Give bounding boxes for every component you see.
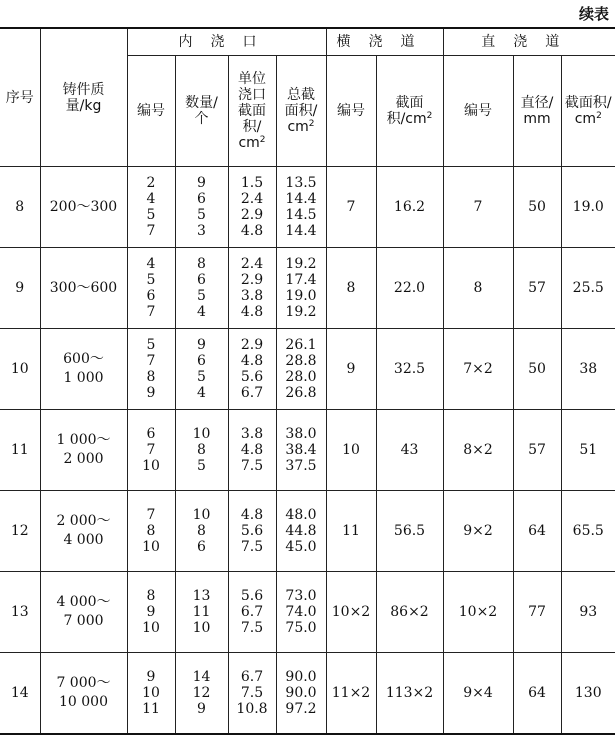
cell-runner-code: 8: [326, 248, 376, 329]
header-inner-unit-area-line4: 积/: [242, 119, 262, 135]
cell-inner-unit-area: [228, 167, 276, 248]
cell-inner-count-value: 5: [197, 369, 206, 385]
cell-inner-count-value: 6: [197, 539, 206, 555]
cell-sprue-diameter: 57: [513, 248, 561, 329]
cell-inner-unit-area-value: 7.5: [240, 458, 264, 474]
cell-mass-value: 7 000: [63, 613, 104, 629]
header-inner-unit-area-line3: 截面: [238, 103, 266, 119]
cell-sprue-code: 7×2: [443, 329, 513, 410]
cell-inner-count-value: 10: [192, 507, 211, 523]
cell-inner-code-value: 10: [142, 458, 160, 474]
cell-runner-code: 11: [326, 491, 376, 572]
header-inner-unit-area-sup: 2: [259, 135, 266, 145]
cell-sprue-area: 93: [561, 572, 615, 653]
cell-inner-total-area-value: 37.5: [285, 458, 317, 474]
cell-sprue-area: 51: [561, 410, 615, 491]
cell-inner-unit-area: [228, 491, 276, 572]
cell-inner-count-value: 5: [197, 207, 206, 223]
cell-inner-total-area: [276, 167, 326, 248]
cell-inner-total-area-value: 44.8: [285, 523, 317, 539]
cell-mass-value: 200～300: [49, 198, 118, 215]
cell-inner-unit-area: [228, 248, 276, 329]
cell-inner-unit-area-value: 4.8: [240, 442, 264, 458]
cell-inner-code-value: 10: [142, 685, 160, 701]
cell-inner-code-value: 7: [146, 442, 156, 458]
cell-inner-total-area-value: 14.4: [285, 191, 317, 207]
table-row: [0, 491, 615, 572]
cell-inner-count: [175, 167, 228, 248]
cell-sprue-code: 8×2: [443, 410, 513, 491]
cell-inner-code-value: 7: [146, 304, 156, 320]
cell-inner-total-area: [276, 248, 326, 329]
header-inner-count: [175, 56, 228, 167]
cell-inner-total-area-value: 38.4: [285, 442, 317, 458]
cell-mass-value: 2 000: [63, 451, 104, 467]
cell-inner-unit-area-value: 2.9: [240, 272, 264, 288]
cell-inner-count-value: 5: [197, 288, 206, 304]
cell-inner-code-value: 10: [142, 620, 160, 636]
cell-inner-count: [175, 329, 228, 410]
header-row-groups: [0, 28, 615, 56]
cell-inner-total-area-value: 97.2: [285, 701, 317, 717]
cell-no: 10: [0, 329, 40, 410]
cell-runner-code: 9: [326, 329, 376, 410]
cell-inner-unit-area-value: 2.9: [240, 207, 264, 223]
cell-inner-total-area-value: 14.4: [285, 223, 317, 239]
header-runner-area-line2: 积/cm: [386, 111, 427, 127]
cell-mass-value: 4 000～: [56, 594, 111, 610]
cell-runner-area: 86×2: [376, 572, 443, 653]
cell-inner-code: [127, 653, 175, 735]
cell-inner-count-value: 8: [197, 523, 206, 539]
cell-inner-total-area-value: 38.0: [285, 426, 317, 442]
cell-inner-code-value: 5: [146, 337, 156, 353]
cell-inner-count-value: 10: [192, 426, 211, 442]
header-inner-total-area-line3: cm: [287, 119, 309, 135]
cell-inner-code: [127, 491, 175, 572]
cell-no: 9: [0, 248, 40, 329]
cell-inner-unit-area-value: 3.8: [240, 426, 264, 442]
cell-sprue-diameter: 77: [513, 572, 561, 653]
header-mass-line2: 量/kg: [65, 97, 102, 114]
cell-inner-total-area-value: 90.0: [285, 685, 317, 701]
cell-inner-count: [175, 572, 228, 653]
cell-inner-count-value: 6: [197, 191, 206, 207]
cell-mass: [40, 491, 127, 572]
table-row: [0, 653, 615, 735]
cell-runner-area: 22.0: [376, 248, 443, 329]
header-group-runner: 横浇道: [326, 28, 443, 56]
cell-inner-code-value: 9: [146, 385, 156, 401]
cell-inner-unit-area-value: 5.6: [240, 369, 264, 385]
cell-mass: [40, 653, 127, 735]
cell-runner-code: 10: [326, 410, 376, 491]
cell-inner-code-value: 7: [146, 353, 156, 369]
header-inner-total-area: [276, 56, 326, 167]
cell-inner-total-area-value: 74.0: [285, 604, 317, 620]
cell-runner-code: 10×2: [326, 572, 376, 653]
table-row: [0, 410, 615, 491]
cell-inner-count-value: 6: [197, 272, 206, 288]
cell-sprue-area: 130: [561, 653, 615, 735]
header-group-sprue: 直浇道: [443, 28, 615, 56]
cell-inner-unit-area-value: 2.4: [240, 191, 264, 207]
header-sprue-area-line2: cm: [574, 111, 597, 127]
header-runner-area-sup: 2: [426, 111, 433, 121]
cell-inner-unit-area: [228, 653, 276, 735]
cell-sprue-code: 8: [443, 248, 513, 329]
cell-inner-code-value: 11: [142, 701, 160, 717]
header-mass: [40, 28, 127, 167]
header-inner-count-line2: 个: [194, 111, 209, 127]
cell-sprue-diameter: 50: [513, 167, 561, 248]
header-inner-count-line1: 数量/: [185, 95, 218, 111]
gating-system-table: [0, 27, 615, 735]
cell-no: 13: [0, 572, 40, 653]
cell-sprue-area: 38: [561, 329, 615, 410]
header-sprue-area-line1: 截面积/: [564, 95, 612, 111]
cell-sprue-code: 9×2: [443, 491, 513, 572]
cell-inner-unit-area-value: 5.6: [240, 523, 264, 539]
cell-inner-code-value: 7: [146, 223, 156, 239]
cell-mass-value: 4 000: [63, 532, 104, 548]
cell-inner-count-value: 8: [197, 442, 206, 458]
header-sprue-diameter-line2: mm: [523, 111, 551, 127]
cell-sprue-diameter: 57: [513, 410, 561, 491]
cell-inner-code-value: 9: [146, 604, 156, 620]
cell-mass: [40, 248, 127, 329]
cell-inner-total-area-value: 19.2: [285, 304, 317, 320]
cell-sprue-diameter: 64: [513, 491, 561, 572]
cell-inner-total-area-value: 75.0: [285, 620, 317, 636]
cell-inner-unit-area-value: 2.9: [240, 337, 264, 353]
cell-inner-total-area-value: 26.8: [285, 385, 317, 401]
cell-inner-unit-area-value: 7.5: [240, 685, 264, 701]
header-runner-code: 编号: [326, 56, 376, 167]
cell-mass-value: 300～600: [49, 279, 118, 296]
cell-inner-count: [175, 491, 228, 572]
cell-inner-code-value: 7: [146, 507, 156, 523]
header-sprue-area: [561, 56, 615, 167]
cell-no: 11: [0, 410, 40, 491]
header-inner-unit-area: [228, 56, 276, 167]
cell-inner-unit-area-value: 4.8: [240, 353, 264, 369]
cell-mass: [40, 572, 127, 653]
cell-inner-total-area-value: 90.0: [285, 669, 317, 685]
cell-inner-unit-area-value: 2.4: [240, 256, 264, 272]
cell-inner-code: [127, 329, 175, 410]
cell-inner-code-value: 6: [146, 426, 156, 442]
header-inner-total-area-line2: 面积/: [284, 103, 318, 119]
cell-inner-code-value: 8: [146, 369, 156, 385]
cell-inner-count-value: 8: [197, 256, 206, 272]
cell-inner-count-value: 9: [197, 175, 206, 191]
table-row: [0, 329, 615, 410]
cell-inner-total-area-value: 28.0: [285, 369, 317, 385]
cell-runner-code: 7: [326, 167, 376, 248]
cell-inner-count-value: 10: [192, 620, 211, 636]
cell-inner-count-value: 3: [197, 223, 206, 239]
cell-inner-count-value: 9: [197, 337, 206, 353]
cell-inner-unit-area-value: 10.8: [236, 701, 268, 717]
cell-mass-value: 1 000～: [56, 432, 111, 448]
cell-inner-code: [127, 410, 175, 491]
cell-sprue-diameter: 64: [513, 653, 561, 735]
cell-inner-total-area-value: 17.4: [285, 272, 317, 288]
cell-inner-total-area: [276, 329, 326, 410]
header-no: 序号: [0, 28, 40, 167]
cell-sprue-area: 25.5: [561, 248, 615, 329]
cell-mass-value: 600～: [63, 351, 104, 367]
cell-inner-code-value: 6: [146, 288, 156, 304]
cell-inner-code: [127, 167, 175, 248]
cell-inner-total-area-value: 13.5: [285, 175, 317, 191]
cell-inner-count-value: 5: [197, 458, 206, 474]
header-runner-area: [376, 56, 443, 167]
cell-runner-area: 56.5: [376, 491, 443, 572]
cell-runner-area: 16.2: [376, 167, 443, 248]
cell-inner-code-value: 8: [146, 588, 156, 604]
header-sprue-diameter: [513, 56, 561, 167]
cell-inner-total-area-value: 14.5: [285, 207, 317, 223]
table-row: [0, 167, 615, 248]
header-inner-code: 编号: [127, 56, 175, 167]
cell-inner-count: [175, 653, 228, 735]
header-inner-unit-area-line5: cm: [238, 135, 260, 151]
cell-sprue-area: 65.5: [561, 491, 615, 572]
cell-inner-total-area-value: 19.2: [285, 256, 317, 272]
cell-mass-value: 2 000～: [56, 513, 111, 529]
cell-inner-total-area-value: 26.1: [285, 337, 317, 353]
header-inner-unit-area-line2: 浇口: [238, 87, 266, 103]
table-row: [0, 248, 615, 329]
cell-inner-total-area-value: 19.0: [285, 288, 317, 304]
cell-sprue-area: 19.0: [561, 167, 615, 248]
cell-mass: [40, 329, 127, 410]
cell-inner-code: [127, 572, 175, 653]
cell-mass: [40, 167, 127, 248]
cell-inner-code-value: 5: [146, 207, 156, 223]
cell-mass-value: 7 000～: [56, 675, 111, 691]
cell-inner-total-area-value: 45.0: [285, 539, 317, 555]
cell-inner-count: [175, 410, 228, 491]
cell-inner-count-value: 12: [192, 685, 211, 701]
cell-mass-value: 10 000: [59, 694, 108, 710]
cell-inner-unit-area-value: 6.7: [240, 385, 264, 401]
cell-inner-unit-area-value: 1.5: [240, 175, 264, 191]
cell-inner-unit-area-value: 7.5: [240, 539, 264, 555]
header-group-inner-gate: 内浇口: [127, 28, 326, 56]
cell-inner-unit-area: [228, 329, 276, 410]
cell-inner-unit-area-value: 3.8: [240, 288, 264, 304]
cell-no: 8: [0, 167, 40, 248]
cell-inner-code-value: 4: [146, 191, 156, 207]
cell-inner-total-area-value: 73.0: [285, 588, 317, 604]
cell-runner-area: 113×2: [376, 653, 443, 735]
cell-inner-total-area: [276, 653, 326, 735]
cell-inner-unit-area-value: 6.7: [240, 604, 264, 620]
header-sprue-diameter-line1: 直径/: [520, 95, 554, 111]
cell-runner-code: 11×2: [326, 653, 376, 735]
header-inner-unit-area-line1: 单位: [238, 71, 266, 87]
cell-inner-code: [127, 248, 175, 329]
cell-inner-total-area: [276, 572, 326, 653]
cell-mass-value: 1 000: [63, 370, 104, 386]
cell-inner-code-value: 5: [146, 272, 156, 288]
cell-inner-code-value: 9: [146, 669, 156, 685]
cell-inner-count-value: 11: [192, 604, 211, 620]
cell-sprue-diameter: 50: [513, 329, 561, 410]
cell-runner-area: 32.5: [376, 329, 443, 410]
header-sprue-area-sup: 2: [596, 111, 602, 121]
cell-inner-total-area-value: 48.0: [285, 507, 317, 523]
cell-inner-unit-area: [228, 410, 276, 491]
header-inner-total-area-line1: 总截: [287, 87, 315, 103]
cell-inner-count-value: 9: [197, 701, 206, 717]
cell-inner-count-value: 4: [197, 385, 206, 401]
cell-inner-total-area: [276, 491, 326, 572]
table-row: [0, 572, 615, 653]
cell-sprue-code: 9×4: [443, 653, 513, 735]
cell-sprue-code: 7: [443, 167, 513, 248]
table-caption: 续表: [578, 5, 609, 23]
cell-inner-unit-area-value: 4.8: [240, 223, 264, 239]
cell-inner-unit-area-value: 6.7: [240, 669, 264, 685]
cell-inner-unit-area-value: 5.6: [240, 588, 264, 604]
cell-inner-count-value: 6: [197, 353, 206, 369]
cell-inner-total-area-value: 28.8: [285, 353, 317, 369]
cell-inner-count-value: 13: [192, 588, 211, 604]
cell-inner-count: [175, 248, 228, 329]
cell-runner-area: 43: [376, 410, 443, 491]
cell-inner-code-value: 4: [146, 256, 156, 272]
cell-inner-code-value: 10: [142, 539, 160, 555]
cell-no: 12: [0, 491, 40, 572]
cell-inner-unit-area-value: 7.5: [240, 620, 264, 636]
cell-sprue-code: 10×2: [443, 572, 513, 653]
cell-inner-count-value: 4: [197, 304, 206, 320]
header-sprue-code: 编号: [443, 56, 513, 167]
header-inner-total-area-sup: 2: [308, 119, 315, 129]
cell-mass: [40, 410, 127, 491]
cell-inner-total-area: [276, 410, 326, 491]
cell-inner-unit-area-value: 4.8: [240, 304, 264, 320]
cell-inner-unit-area-value: 4.8: [240, 507, 264, 523]
cell-no: 14: [0, 653, 40, 735]
cell-inner-code-value: 8: [146, 523, 156, 539]
cell-inner-count-value: 14: [192, 669, 211, 685]
cell-inner-unit-area: [228, 572, 276, 653]
header-runner-area-line1: 截面: [395, 95, 424, 111]
cell-inner-code-value: 2: [146, 175, 156, 191]
header-mass-line1: 铸件质: [62, 81, 105, 98]
